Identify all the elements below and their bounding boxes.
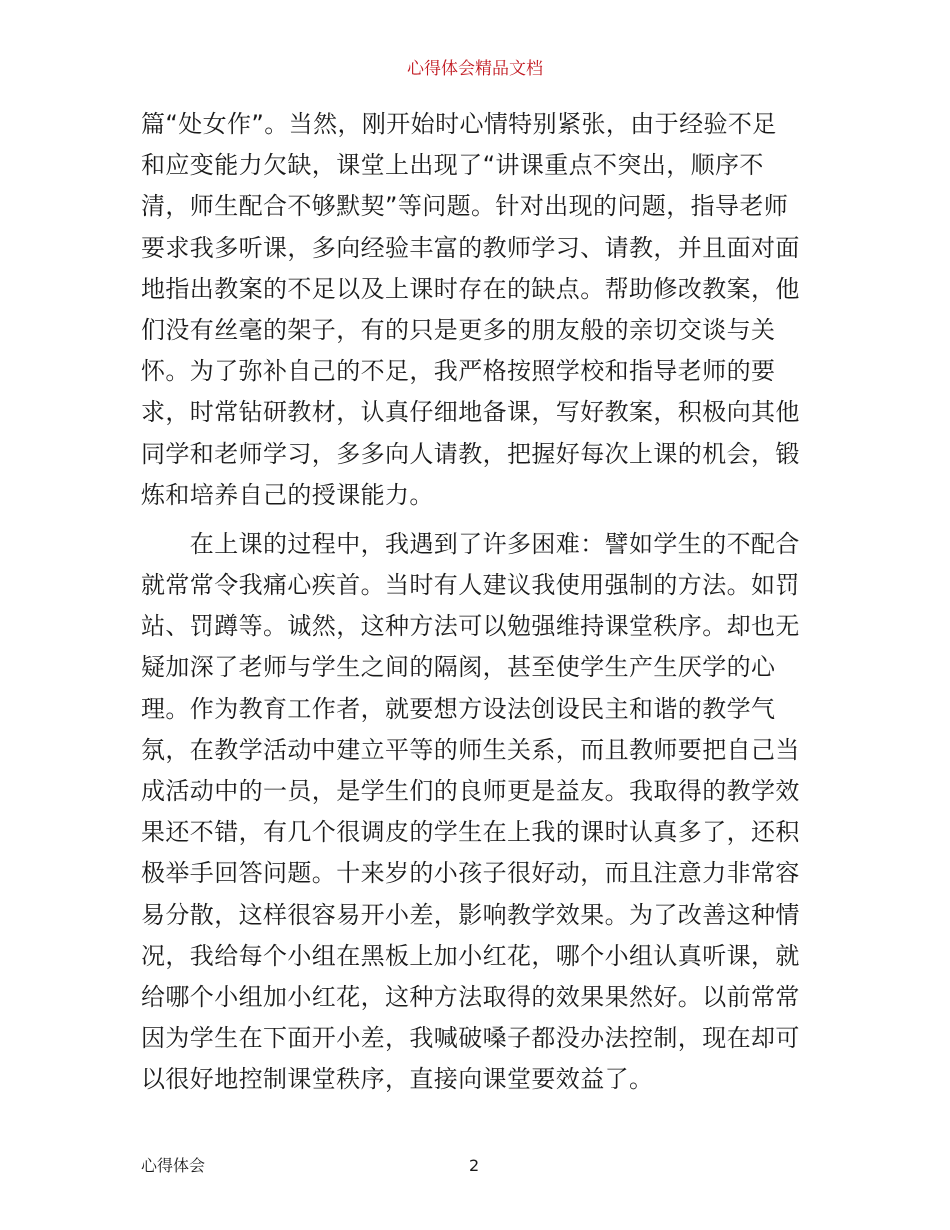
text-line: 氛，在教学活动中建立平等的师生关系，而且教师要把自己当 (141, 735, 800, 764)
text-line: 炼和培养自己的授课能力。 (141, 480, 434, 509)
text-line: 疑加深了老师与学生之间的隔阂，甚至使学生产生厌学的心 (141, 653, 776, 682)
text-line: 理。作为教育工作者，就要想方设法创设民主和谐的教学气 (141, 694, 776, 723)
text-line: 况，我给每个小组在黑板上加小红花，哪个小组认真听课，就 (141, 941, 800, 970)
text-line: 怀。为了弥补自己的不足，我严格按照学校和指导老师的要 (141, 357, 776, 386)
text-line: 成活动中的一员，是学生们的良师更是益友。我取得的教学效 (141, 777, 800, 805)
page-number: 2 (469, 1156, 480, 1175)
text-line: 以很好地控制课堂秩序，直接向课堂要效益了。 (141, 1065, 654, 1094)
text-line: 求，时常钻研教材，认真仔细地备课，写好教案，积极向其他 (141, 398, 800, 427)
text-line: 和应变能力欠缺，课堂上出现了“讲课重点不突出，顺序不 (141, 151, 764, 180)
document-body (141, 104, 813, 1101)
paragraph-1 (141, 104, 813, 516)
page-header-title: 心得体会精品文档 (407, 59, 543, 79)
text-line: 地指出教案的不足以及上课时存在的缺点。帮助修改教案，他 (141, 274, 800, 303)
text-line: 极举手回答问题。十来岁的小孩子很好动，而且注意力非常容 (141, 859, 800, 888)
text-line: 们没有丝毫的架子，有的只是更多的朋友般的亲切交谈与关 (141, 315, 776, 344)
text-line: 篇“处女作”。当然，刚开始时心情特别紧张，由于经验不足 (141, 110, 777, 138)
footer-label: 心得体会 (141, 1156, 206, 1175)
paragraph-gap (141, 516, 813, 524)
text-line: 果还不错，有几个很调皮的学生在上我的课时认真多了，还积 (141, 818, 800, 847)
text-line: 在上课的过程中，我遇到了许多困难：譬如学生的不配合 (141, 529, 800, 558)
text-line: 因为学生在下面开小差，我喊破嗓子都没办法控制，现在却可 (141, 1024, 800, 1053)
text-line: 就常常令我痛心疾首。当时有人建议我使用强制的方法。如罚 (141, 571, 800, 600)
text-line: 站、罚蹲等。诚然，这种方法可以勉强维持课堂秩序。却也无 (141, 612, 800, 641)
text-line: 清，师生配合不够默契”等问题。针对出现的问题，指导老师 (141, 192, 789, 221)
text-line: 同学和老师学习，多多向人请教，把握好每次上课的机会，锻 (141, 439, 800, 468)
text-line: 给哪个小组加小红花，这种方法取得的效果果然好。以前常常 (141, 982, 800, 1011)
text-line: 要求我多听课，多向经验丰富的教师学习、请教，并且面对面 (141, 233, 800, 262)
text-line: 易分散，这样很容易开小差，影响教学效果。为了改善这种情 (141, 900, 800, 929)
paragraph-2 (141, 524, 813, 1101)
